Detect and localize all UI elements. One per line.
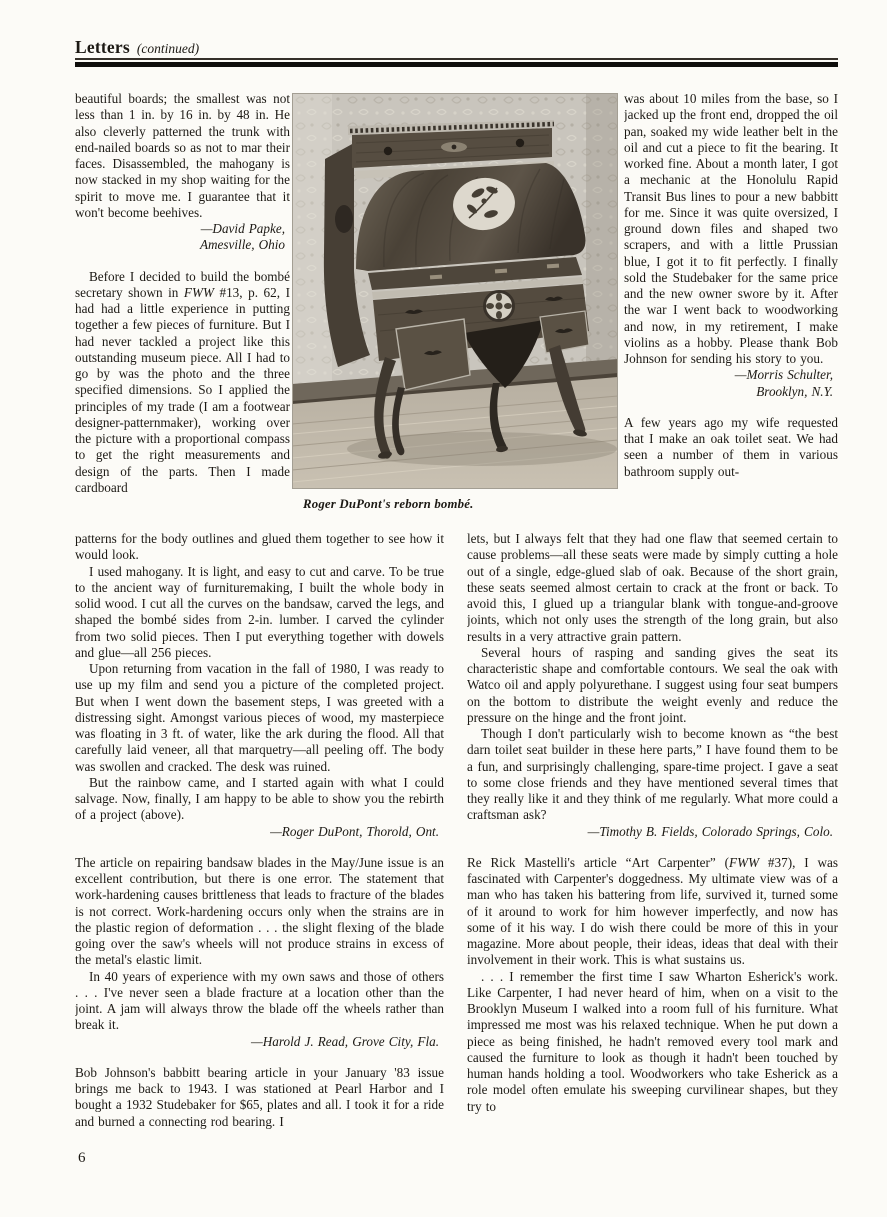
letter-paragraph: But the rainbow came, and I started again with what I could salvage. Now, finally, I am happy to be able to show you the rebirth of a project (above). bbox=[75, 774, 444, 823]
section-title: Letters bbox=[75, 37, 130, 57]
signature-line: —Roger DuPont, Thorold, Ont. bbox=[270, 823, 439, 839]
bombe-secretary-photo bbox=[292, 93, 618, 489]
photo-caption: Roger DuPont's reborn bombé. bbox=[303, 497, 474, 511]
letter-paragraph: Re Rick Mastelli's article “Art Carpenter” (FWW #37), I was fascinated with Carpenter's doggedness. My ultimate view was of a man who has taken his battering from life, survived it, turned some of it around to work for him however imperfectly, and now has some of it his way. I do wish there could be more of this in your magazine. More about people, their ideas, ideas that deal with their involvement in their work. This is what sustains us. bbox=[467, 854, 838, 968]
letter-paragraph: Before I decided to build the bombé secretary shown in FWW #13, p. 62, I had had a little experience in putting together a few pieces of furniture. But I had never tackled a project like this outstanding museum piece. All I had to go by was the photo and the three specified dimensions. So I applied the principles of my trade (I am a footwear designer-patternmaker), working over the picture with a proportional compass to get the right measurements and design of the parts. Then I made cardboard bbox=[75, 268, 290, 495]
letter-paragraph: . . . I remember the first time I saw Wharton Esherick's work. Like Carpenter, I had never heard of him, when on a visit to the Brooklyn Museum I walked into a room full of his furniture. What impressed me most was his relaxed technique. When he put down a piece as being finished, he hadn't removed every tool mark and caused the furniture to look as though it hadn't been touched by human hands holding a tool. Woodworkers who take Esherick as a role model often emulate his sweeping curvilinear shapes, but they try to bbox=[467, 968, 838, 1114]
letter-paragraph: In 40 years of experience with my own saws and those of others . . . I've never seen a blade fracture at a location other than the joint. A jam will always throw the blade off the wheels rather than break it. bbox=[75, 968, 444, 1033]
column-left-upper bbox=[75, 91, 290, 529]
page-header bbox=[75, 37, 199, 58]
section-continuation-label: (continued) bbox=[136, 41, 200, 56]
signature-line: Amesville, Ohio bbox=[199, 237, 285, 253]
page-number: 6 bbox=[78, 1150, 86, 1166]
drawer-pull-right bbox=[516, 139, 524, 147]
column-right-lower bbox=[467, 531, 838, 1173]
letter-paragraph: The article on repairing bandsaw blades in the May/June issue is an excellent contribution, but there is one error. The statement that work-hardening causes brittleness that leads to fracture of the blades is not correct. Work-hardening occurs only when the strains are in the plastic region of deformation . . . the slight flexing of the blade going over the saw's wheels will not produce strains in excess of the metal's elastic limit. bbox=[75, 854, 444, 968]
header-rule-thick bbox=[75, 62, 838, 67]
signature-line: —Harold J. Read, Grove City, Fla. bbox=[251, 1033, 439, 1049]
letter-signature bbox=[75, 221, 290, 254]
letter-paragraph: Though I don't particularly wish to become known as “the best darn toilet seat builder in these here parts,” I have found them to be a fun, and surprisingly challenging, spare-time project. I gave a seat to some close friends and they have mentioned several times that they really like it and they think of me regularly. What more could a craftsman ask? bbox=[467, 726, 838, 823]
round-medallion bbox=[485, 292, 514, 321]
header-rule-thin bbox=[75, 58, 838, 60]
photo-illustration bbox=[292, 93, 618, 489]
signature-line: —Morris Schulter, bbox=[734, 367, 833, 383]
signature-line: Brooklyn, N.Y. bbox=[756, 383, 833, 399]
signature-line: —David Papke, bbox=[200, 221, 285, 236]
letter-signature bbox=[624, 367, 838, 400]
letter-signature bbox=[467, 824, 838, 840]
letter-paragraph: Several hours of rasping and sanding gives the seat its characteristic shape and comfortable contours. We seal the oak with Watco oil and apply polyurethane. I suggest using four seat bumpers on the bottom to distribute the weight evenly and reduce the pressure on the hinge and the front joint. bbox=[467, 644, 838, 725]
letter-signature bbox=[75, 1034, 444, 1050]
letter-paragraph: was about 10 miles from the base, so I jacked up the front end, dropped the oil pan, soaked my wide leather belt in the oil and cut a piece to fit the bearing. It worked fine. About a month later, I got a mechanic at the Honolulu Rapid Transit Bus lines to pour a new babbitt for me. Since it was quite oversized, I ground down files and shaped two scrapers, and with a little Prussian blue, I got it to fit perfectly. I finally sold the Studebaker for the same price and the new owner swore by it. After the war I went back to woodworking and now, in my retirement, I make violins as a hobby. Please thank Bob Johnson for sending his story to you. bbox=[624, 91, 838, 366]
letter-paragraph: lets, but I always felt that they had one flaw that seemed certain to cause problems—all these seats were made by simply cutting a hole out of a single, edge-glued slab of oak. Because of the short grain, these seats seemed almost certain to crack at the front or back. To avoid this, I glued up a triangular blank with tongue-and-groove joints, which not only uses the strength of the long grain, but also results in a very attractive grain pattern. bbox=[467, 531, 838, 644]
letter-paragraph: Bob Johnson's babbitt bearing article in your January '83 issue brings me back to 1943. I was stationed at Pearl Harbor and I bought a 1932 Studebaker for $65, plates and all. I took it for a ride and burned a connecting rod bearing. I bbox=[75, 1064, 444, 1129]
signature-line: —Timothy B. Fields, Colorado Springs, Colo. bbox=[587, 823, 833, 839]
lower-drawer-right bbox=[540, 311, 589, 353]
letter-paragraph: patterns for the body outlines and glued them together to see how it would look. bbox=[75, 531, 444, 563]
column-left-lower bbox=[75, 531, 444, 1159]
letter-paragraph: A few years ago my wife requested that I make an oak toilet seat. We had seen a number of them in various bathroom supply out- bbox=[624, 414, 838, 479]
letter-paragraph: I used mahogany. It is light, and easy to cut and carve. To be true to the ancient way of furnituremaking, I built the whole body in solid wood. I cut all the curves on the bandsaw, carved the legs, and shaped the bombé sides from 2-in. lumber. I carved the cylinder from two solid pieces. Then I put everything together with dowels and glue—all 256 pieces. bbox=[75, 563, 444, 660]
letter-signature bbox=[75, 824, 444, 840]
column-right-upper bbox=[624, 91, 838, 529]
letter-paragraph: Upon returning from vacation in the fall of 1980, I was ready to use up my film and send you a picture of the completed project. But when I went down the basement steps, I was greeted with a distressing sight. Amongst various pieces of wood, my masterpiece was floating in 3 ft. of water, like the ark during the flood. All that carefully laid veneer, all that marquetry—all peeling off. The body was swollen and cracked. The desk was ruined. bbox=[75, 661, 444, 774]
drawer-pull-left bbox=[384, 147, 392, 155]
letter-paragraph: beautiful boards; the smallest was not less than 1 in. by 16 in. by 48 in. He also cleverly patterned the trunk with end-nailed boards so as not to mar their faces. Disassembled, the mahogany is now stacked in my shop waiting for the spirit to move me. I guarantee that it won't become beehives. bbox=[75, 91, 290, 220]
